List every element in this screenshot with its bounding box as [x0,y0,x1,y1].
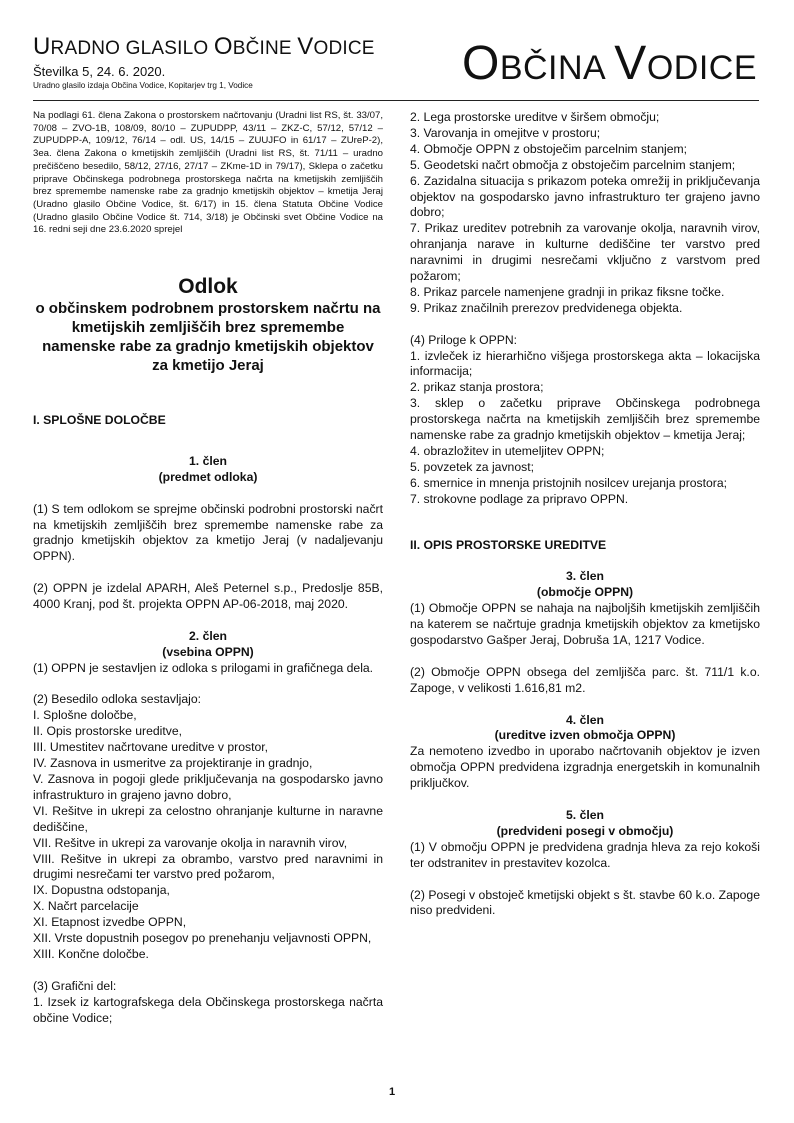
list-item: 2. Lega prostorske ureditve v širšem območju; [410,110,660,124]
list-item: III. Umestitev načrtovane ureditve v prostor, [33,740,269,755]
title-initial: O [213,33,233,60]
list-intro: (3) Grafični del: [33,978,117,993]
brand-part: ODICE [646,49,757,87]
section-heading: II. OPIS PROSTORSKE UREDITVE [410,537,607,552]
paragraph: (1) V območju OPPN je predvidena gradnja hleva za rejo kokoši ter odstranitev in prestavitev kozolca. [410,839,760,870]
list-item: 1. Izsek iz kartografskega dela Občinskega prostorskega načrta občine Vodice; [33,994,383,1025]
imprint: Uradno glasilo izdaja Občina Vodice, Kopitarjev trg 1, Vodice [33,81,253,90]
article-number: 5. člen [566,807,604,822]
list-intro: (2) Besedilo odloka sestavljajo: [33,692,202,707]
article-number: 3. člen [566,569,604,584]
list-item: 5. Geodetski načrt območja z obstoječim parcelnim stanjem; [410,157,736,172]
list-item: 7. Prikaz ureditev potrebnih za varovanje okolja, naravnih virov, ohranjanja narave in kulturne dediščine ter varstvo pred naravnimi in drugimi nesrečami vključno z varstvom pred požarom; [410,221,760,284]
paragraph: Za nemoteno izvedbo in uporabo načrtovanih objektov je izven območja OPPN predvidena izgradnja energetskih in komunalnih priključkov. [410,744,760,791]
list-item: XII. Vrste dopustnih posegov po prenehanju veljavnosti OPPN, [33,931,372,946]
list-item: 4. Območje OPPN z obstoječim parcelnim stanjem; [410,141,688,156]
publication-title [33,33,375,60]
legal-basis: Na podlagi 61. člena Zakona o prostorskem načrtovanju (Uradni list RS, št. 33/07, 70/08 – ZVO-1B, 108/09, 80/10 – ZUPUDPP, 43/11 – ZKZ-C, 57/12, 57/12 – ZUPUDPP-A, 109/12, 76/14 – odl. US, 14/15 – ZUUJFO in 61/17 – ZUreP-2), 3ea. člena Zakona o kmetijskih zemljiščih (Uradni list RS, št. 71/11 – uradno prečiščeno besedilo, 58/12, 27/16, 27/17 – ZKme-1D in 79/17), Sklepa o začetku priprave Občinskega podrobnega prostorskega načrta na kmetijskih zemljiščih brez spremembe namenske rabe za gradnjo kmetijskih objektov – kmetija Jeraj (Uradno glasilo Občine Vodice, št. 6/17) in 15. člena Statuta Občine Vodice (Uradno glasilo Občine Vodice št. 714, 3/18) je Občinski svet Občine Vodice na 16. redni seji dne 23.6.2020 sprejel [33,110,383,236]
section-heading: I. SPLOŠNE DOLOČBE [33,413,166,428]
left-column [33,110,383,1026]
paragraph: (1) S tem odlokom se sprejme občinski podrobni prostorski načrt na kmetijskih zemljiščih brez spremembe namenske rabe za gradnjo kmetijskih objektov za kmetijo Jeraj (v nadaljevanju OPPN). [33,501,383,564]
title-initial: U [33,33,51,60]
list-item: 4. obrazložitev in utemeljitev OPPN; [410,444,605,459]
brand-initial: V [614,37,647,90]
issue-info: Številka 5, 24. 6. 2020. [33,64,166,79]
list-item: 2. prikaz stanja prostora; [410,380,544,395]
list-intro: (4) Priloge k OPPN: [410,332,518,347]
article-name: (območje OPPN) [536,585,634,600]
list-item: 3. sklep o začetku priprave Občinskega podrobnega prostorskega načrta na kmetijskih zemljiščih brez spremembe namenske rabe za gradnjo kmetijskih objektov – kmetija Jeraj; [410,396,760,443]
title-part: BČINE [232,38,298,59]
list-item: I. Splošne določbe, [33,708,137,723]
list-item: II. Opis prostorske ureditve, [33,724,183,739]
list-item: VI. Rešitve in ukrepi za celostno ohranjanje kulturne in naravne dediščine, [33,803,383,834]
brand-part: BČINA [499,49,615,87]
right-column [410,110,760,919]
page-number: 1 [389,1086,396,1098]
list-item: IV. Zasnova in usmeritve za projektiranje in gradnjo, [33,756,313,771]
document-title: Odlok [178,275,238,299]
article-number: 2. člen [189,628,227,643]
list-item: V. Zasnova in pogoji glede priključevanja na gospodarsko javno infrastrukturo in grajeno javno dobro, [33,772,383,802]
article-name: (ureditve izven območja OPPN) [494,728,676,743]
list-item: IX. Dopustna odstopanja, [33,883,170,898]
title-part: ODICE [313,38,375,59]
list-item: XIII. Končne določbe. [33,946,149,961]
paragraph: (2) OPPN je izdelal APARH, Aleš Peternel s.p., Predoslje 85B, 4000 Kranj, pod št. projekta OPPN AP-06-2018, maj 2020. [33,581,383,612]
list-item: 9. Prikaz značilnih prerezov predvidenega objekta. [410,300,683,315]
paragraph: (1) Območje OPPN se nahaja na najboljših kmetijskih zemljiščih na katerem se načrtuje gradnja kmetijskih objektov za kmetijsko gospodarstvo Gašper Jeraj, Dobruša 1A, 1217 Vodice. [410,601,760,648]
paragraph: (2) Območje OPPN obsega del zemljišča parc. št. 711/1 k.o. Zapoge, v velikosti 1.616,81 m2. [410,664,760,695]
list-item: 6. Zazidalna situacija s prikazom poteka omrežij in priključevanja objektov na gospodarsko javno infrastrukturo ter grajeno javno dobro; [410,173,760,220]
page-header [33,33,759,101]
paragraph: (1) OPPN je sestavljen iz odloka s prilogami in grafičnega dela. [33,660,374,675]
list-item: VII. Rešitve in ukrepi za varovanje okolja in naravnih virov, [33,835,348,850]
list-item: 8. Prikaz parcele namenjene gradnji in prikaz fiksne točke. [410,284,725,299]
list-item: XI. Etapnost izvedbe OPPN, [33,915,187,930]
document-subtitle: o občinskem podrobnem prostorskem načrtu na kmetijskih zemljiščih brez spremembe namenske rabe za gradnjo kmetijskih objektov za kmetijo Jeraj [35,300,381,375]
list-item: 6. smernice in mnenja pristojnih nosilcev urejanja prostora; [410,475,728,490]
title-part: RADNO GLASILO [50,38,214,59]
municipality-brand [462,36,757,96]
paragraph: (2) Posegi v obstoječ kmetijski objekt s št. stavbe 60 k.o. Zapoge niso predvideni. [410,887,760,918]
list-item: X. Načrt parcelacije [33,899,139,914]
article-name: (predmet odloka) [158,469,258,484]
list-item: 5. povzetek za javnost; [410,459,534,474]
article-name: (predvideni posegi v območju) [496,823,674,838]
header-left [33,33,375,91]
article-number: 4. člen [566,712,604,727]
list-item: 1. izvleček iz hierarhično višjega prostorskega akta – lokacijska informacija; [410,348,760,379]
list-item: 7. strokovne podlage za pripravo OPPN. [410,491,629,506]
list-item: 3. Varovanja in omejitve v prostoru; [410,125,601,140]
article-name: (vsebina OPPN) [162,644,254,659]
list-item: VIII. Rešitve in ukrepi za obrambo, varstvo pred naravnimi in drugimi nesrečami ter varstvo pred požarom, [33,851,383,882]
article-number: 1. člen [189,453,227,468]
brand-initial: O [461,37,500,90]
title-initial: V [297,33,314,60]
